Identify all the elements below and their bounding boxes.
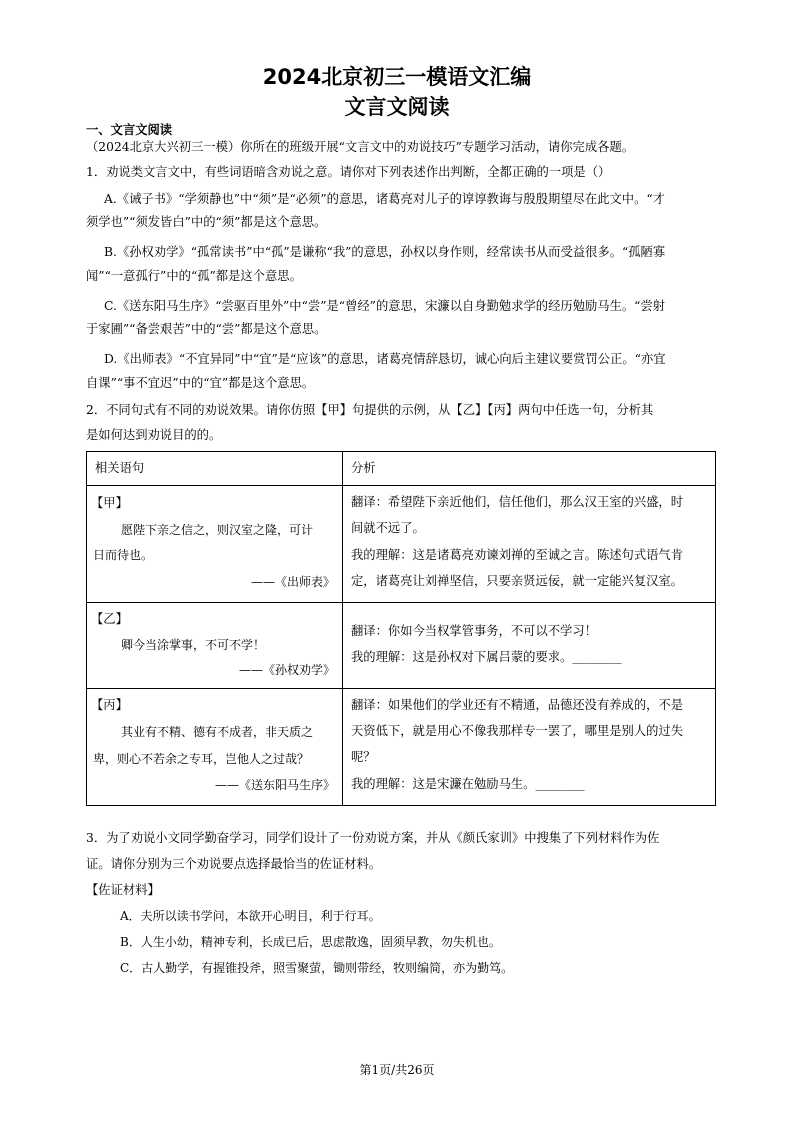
row-yi-tag: 【乙】: [91, 612, 128, 626]
question-3-stem-cont: 证。请你分别为三个劝说要点选择最恰当的佐证材料。: [86, 857, 382, 871]
page-number: 第1页/共26页: [359, 1063, 435, 1077]
row-jia-quote: 愿陛下亲之信之，则汉室之隆，可计: [121, 523, 314, 537]
question-1-option-a-cont: 须学也”“须发皆白”中的“须”都是这个意思。: [86, 215, 327, 229]
row-bing-translation-cont: 天资低下，就是用心不像我那样专一罢了，哪里是别人的过失: [351, 724, 684, 738]
table-row-divider: [87, 688, 715, 689]
row-jia-quote-cont: 日而待也。: [93, 548, 154, 562]
table-header-sentences: 相关语句: [95, 461, 145, 475]
question-1-stem: 1．劝说类文言文中，有些词语暗含劝说之意。请你对下列表述作出判断，全都正确的一项是（）: [86, 165, 611, 179]
row-bing-understanding: 我的理解：这是宋濂在勉励马生。________: [351, 777, 585, 791]
row-bing-quote-cont: 卑，则心不若余之专耳，岂他人之过哉？: [93, 752, 310, 766]
table-column-divider: [342, 452, 343, 805]
row-bing-tag: 【丙】: [91, 698, 128, 712]
question-1-option-d: D.《出师表》“不宜异同”中“宜”是“应该”的意思，诸葛亮情辞恳切，诚心向后主建议要赏罚公正。“亦宜: [104, 352, 666, 366]
question-3-stem: 3．为了劝说小文同学勤奋学习，同学们设计了一份劝说方案，并从《颜氏家训》中搜集了下列材料作为佐: [86, 831, 660, 845]
table-row-divider: [87, 485, 715, 486]
row-bing-translation-end: 呢？: [351, 750, 376, 764]
page-subtitle: 文言文阅读: [344, 95, 450, 119]
question-2-stem: 2．不同句式有不同的劝说效果。请你仿照【甲】句提供的示例，从【乙】【丙】两句中任选一句，分析其: [86, 403, 654, 417]
question-1-option-b: B.《孙权劝学》“孤常读书”中“孤”是谦称“我”的意思，孙权以身作则，经常读书从而受益很多。“孤陋寡: [104, 245, 666, 259]
material-c: C．古人勤学，有握锥投斧，照雪聚萤，锄则带经，牧则编简，亦为勤笃。: [120, 961, 514, 975]
page-title: 2024北京初三一模语文汇编: [262, 65, 532, 89]
materials-heading: 【佐证材料】: [86, 883, 160, 897]
question-1-option-c: C.《送东阳马生序》“尝驱百里外”中“尝”是“曾经”的意思，宋濂以自身勤勉求学的经历勉励马生。“尝射: [104, 299, 666, 313]
row-jia-understanding-cont: 定，诸葛亮让刘禅坚信，只要亲贤远佞，就一定能兴复汉室。: [351, 574, 684, 588]
row-yi-quote: 卿今当涂掌事，不可不学！: [121, 638, 266, 652]
row-jia-translation-cont: 间就不远了。: [351, 521, 425, 535]
material-a: A．夫所以读书学问，本欲开心明目，利于行耳。: [120, 909, 381, 923]
question-1-option-d-cont: 自课”“事不宜迟”中的“宜”都是这个意思。: [86, 376, 315, 390]
analysis-table: [86, 451, 716, 806]
question-1-option-a: A.《诫子书》“学须静也”中“须”是“必须”的意思，诸葛亮对儿子的谆谆教诲与殷殷期望尽在此文中。“才: [104, 192, 665, 206]
row-jia-source: ——《出师表》: [250, 575, 335, 589]
table-row-divider: [87, 602, 715, 603]
table-header-analysis: 分析: [351, 461, 376, 475]
question-2-stem-cont: 是如何达到劝说目的的。: [86, 428, 222, 442]
row-jia-translation: 翻译：希望陛下亲近他们，信任他们，那么汉王室的兴盛，时: [351, 495, 684, 509]
row-bing-quote: 其业有不精、德有不成者，非天质之: [121, 725, 314, 739]
row-yi-translation: 翻译：你如今当权掌管事务，不可以不学习！: [351, 624, 597, 638]
row-jia-tag: 【甲】: [91, 496, 128, 510]
intro-text: （2024北京大兴初三一模）你所在的班级开展“文言文中的劝说技巧”专题学习活动，请你完成各题。: [86, 140, 635, 154]
material-b: B．人生小幼，精神专利，长成已后，思虑散逸，固须早教，勿失机也。: [120, 935, 501, 949]
question-1-option-b-cont: 闻”“一意孤行”中的“孤”都是这个意思。: [86, 269, 302, 283]
row-jia-understanding: 我的理解：这是诸葛亮劝谏刘禅的至诚之言。陈述句式语气肯: [351, 548, 684, 562]
section-heading: 一、文言文阅读: [86, 123, 173, 137]
question-1-option-c-cont: 于家圃”“备尝艰苦”中的“尝”都是这个意思。: [86, 322, 327, 336]
row-yi-source: ——《孙权劝学》: [238, 663, 335, 677]
row-bing-translation: 翻译：如果他们的学业还有不精通，品德还没有养成的，不是: [351, 698, 684, 712]
row-yi-understanding: 我的理解：这是孙权对下属吕蒙的要求。________: [351, 650, 622, 664]
row-bing-source: ——《送东阳马生序》: [214, 778, 335, 792]
